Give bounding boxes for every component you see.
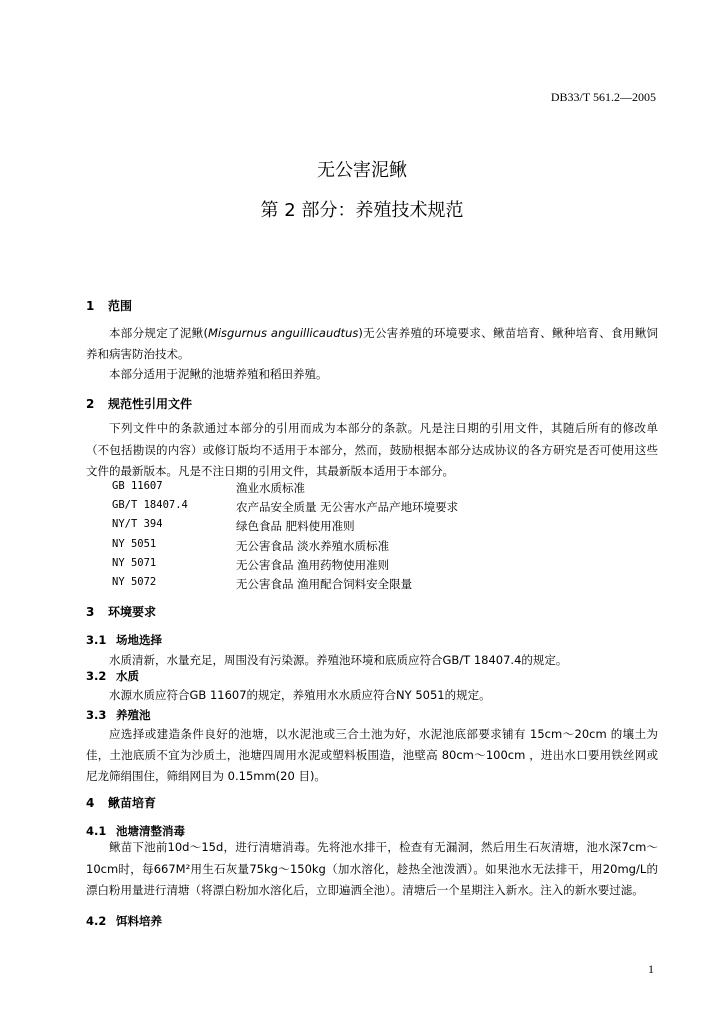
section-title: 鳅苗培育 xyxy=(108,796,157,810)
reference-title: 无公害食品 淡水养殖水质标准 xyxy=(236,539,390,553)
section-number: 3 xyxy=(86,605,95,619)
section-3-3-paragraph: 应选择或建造条件良好的池塘，以水泥池或三合土池为好，水泥池底部要求铺有 15cm～20cm 的壤土为佳，土池底质不宜为沙质土，池塘四周用水泥或塑料板围造，池壁高 80cm～100cm ，进出水口要用铁丝网或尼龙筛绢围住，筛绢网目为 0.15mm(20 目)。 xyxy=(86,727,658,783)
section-title: 范围 xyxy=(108,299,133,313)
reference-code: NY/T 394 xyxy=(112,518,163,530)
section-number: 4 xyxy=(86,796,95,810)
document-title: 无公害泥鳅 xyxy=(317,160,407,181)
document-id: DB33/T 561.2—2005 xyxy=(550,90,656,104)
document-subtitle: 第 2 部分：养殖技术规范 xyxy=(260,200,464,221)
section-3-1-paragraph: 水质清新，水量充足，周围没有污染源。养殖池环境和底质应符合GB/T 18407.4的规定。 xyxy=(109,653,568,667)
reference-title: 渔业水质标准 xyxy=(236,481,305,495)
reference-title: 农产品安全质量 无公害水产品产地环境要求 xyxy=(236,500,459,514)
section-4-1-heading: 4.1 池塘清整消毒 xyxy=(86,824,185,838)
latin-name: Misgurnus anguillicaudtus xyxy=(207,326,359,340)
reference-code: GB/T 18407.4 xyxy=(112,499,188,511)
section-2-paragraph: 下列文件中的条款通过本部分的引用而成为本部分的条款。凡是注日期的引用文件，其随后所有的修改单（不包括勘误的内容）或修订版均不适用于本部分，然而，鼓励根据本部分达成协议的各方研究是否可使用这些文件的最新版本。凡是不注日期的引用文件，其最新版本适用于本部分。 xyxy=(86,421,658,478)
section-3-2-paragraph: 水源水质应符合GB 11607的规定，养殖用水水质应符合NY 5051的规定。 xyxy=(109,688,491,702)
section-title: 规范性引用文件 xyxy=(108,397,193,411)
reference-code: GB 11607 xyxy=(112,480,163,492)
reference-title: 无公害食品 渔用药物使用准则 xyxy=(236,558,390,572)
section-2-heading xyxy=(86,395,192,412)
reference-title: 无公害食品 渔用配合饲料安全限量 xyxy=(236,577,413,591)
reference-code: NY 5072 xyxy=(112,576,157,588)
section-3-1-heading: 3.1 场地选择 xyxy=(86,633,162,647)
page-number: 1 xyxy=(648,962,654,976)
section-1-paragraph-2: 本部分适用于泥鳅的池塘养殖和稻田养殖。 xyxy=(109,367,328,381)
section-1-paragraph-1: 本部分规定了泥鳅(Misgurnus anguillicaudtus)无公害养殖的环境要求、鳅苗培育、鳅种培育、食用鳅饲养和病害防治技术。 xyxy=(86,326,658,361)
reference-title: 绿色食品 肥料使用准则 xyxy=(236,519,355,533)
reference-code: NY 5051 xyxy=(112,538,157,550)
section-number: 1 xyxy=(86,299,95,313)
section-title: 环境要求 xyxy=(108,605,157,619)
section-4-heading xyxy=(86,794,156,811)
section-4-2-heading: 4.2 饵料培养 xyxy=(86,914,162,928)
section-1-heading xyxy=(86,297,132,314)
section-number: 2 xyxy=(86,397,95,411)
section-4-1-paragraph: 鳅苗下池前10d～15d，进行清塘消毒。先将池水排干，检查有无漏洞，然后用生石灰清塘，池水深7cm～10cm时，每667M²用生石灰量75kg～150kg（加水溶化，趁热全池泼洒）。如果池水无法排干，用20mg/L的漂白粉用量进行清塘（将漂白粉加水溶化后，立即遍洒全池）。清塘后一个星期注入新水。注入的新水要过滤。 xyxy=(86,840,658,897)
section-3-heading xyxy=(86,603,156,620)
section-3-3-heading: 3.3 养殖池 xyxy=(86,708,151,722)
section-3-2-heading: 3.2 水质 xyxy=(86,669,139,683)
reference-code: NY 5071 xyxy=(112,557,157,569)
